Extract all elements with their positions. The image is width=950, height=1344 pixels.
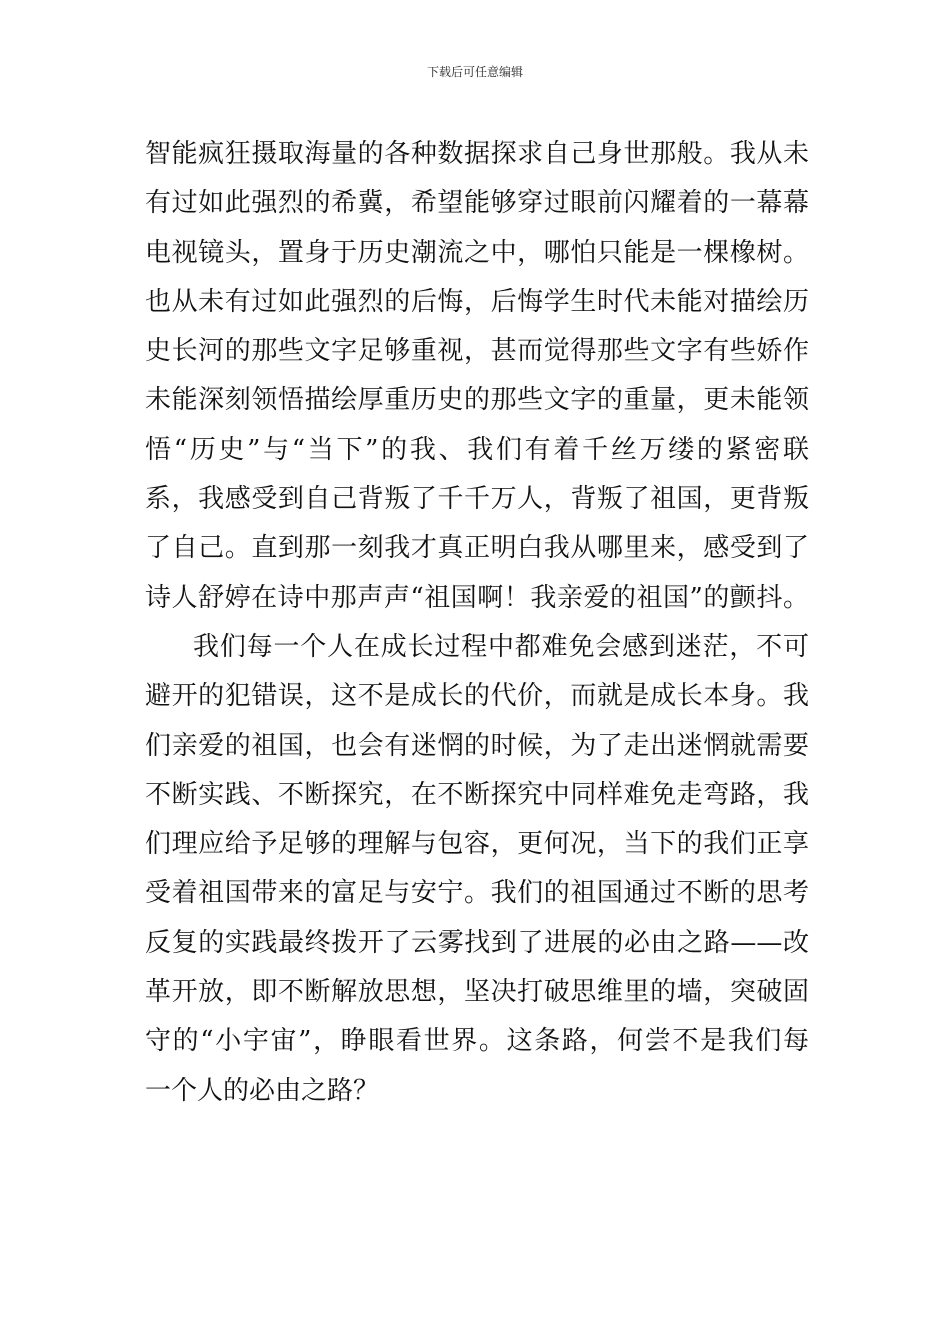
text-line: 一个人的必由之路？ <box>145 1075 380 1106</box>
text-line: 受着祖国带来的富足与安宁。我们的祖国通过不断的思考 <box>145 878 809 909</box>
text-line: 未能深刻领悟描绘厚重历史的那些文字的重量，更未能领 <box>145 385 809 416</box>
text-line: 不断实践、不断探究，在不断探究中同样难免走弯路，我 <box>145 779 809 810</box>
text-line: 守的“小宇宙”，睁眼看世界。这条路，何尝不是我们每 <box>145 1026 809 1057</box>
body-text <box>145 130 809 1116</box>
text-line: 有过如此强烈的希冀，希望能够穿过眼前闪耀着的一幕幕 <box>145 188 809 219</box>
text-line: 智能疯狂摄取海量的各种数据探求自己身世那般。我从未 <box>145 139 809 169</box>
text-line: 我们每一个人在成长过程中都难免会感到迷茫，不可 <box>193 631 809 662</box>
text-line: 系，我感受到自己背叛了千千万人，背叛了祖国，更背叛 <box>145 484 809 515</box>
text-line: 史长河的那些文字足够重视，甚而觉得那些文字有些娇作 <box>145 336 809 367</box>
text-line: 避开的犯错误，这不是成长的代价，而就是成长本身。我 <box>145 681 809 712</box>
text-line: 诗人舒婷在诗中那声声“祖国啊！我亲爱的祖国”的颤抖。 <box>145 582 809 613</box>
text-line: 电视镜头，置身于历史潮流之中，哪怕只能是一棵橡树。 <box>145 237 809 268</box>
text-line: 也从未有过如此强烈的后悔，后悔学生时代未能对描绘历 <box>145 286 809 317</box>
page-header: 下载后可任意编辑 <box>426 65 523 79</box>
paragraph-1 <box>145 130 809 623</box>
text-line: 革开放，即不断解放思想，坚决打破思维里的墙，突破固 <box>145 977 809 1008</box>
text-line: 们理应给予足够的理解与包容，更何况，当下的我们正享 <box>145 829 809 860</box>
text-line: 反复的实践最终拨开了云雾找到了进展的必由之路——改 <box>145 927 809 958</box>
text-line: 悟“历史”与“当下”的我、我们有着千丝万缕的紧密联 <box>145 434 809 465</box>
paragraph-2 <box>145 623 809 1116</box>
text-line: 们亲爱的祖国，也会有迷惘的时候，为了走出迷惘就需要 <box>145 730 809 761</box>
text-line: 了自己。直到那一刻我才真正明白我从哪里来，感受到了 <box>145 533 809 564</box>
